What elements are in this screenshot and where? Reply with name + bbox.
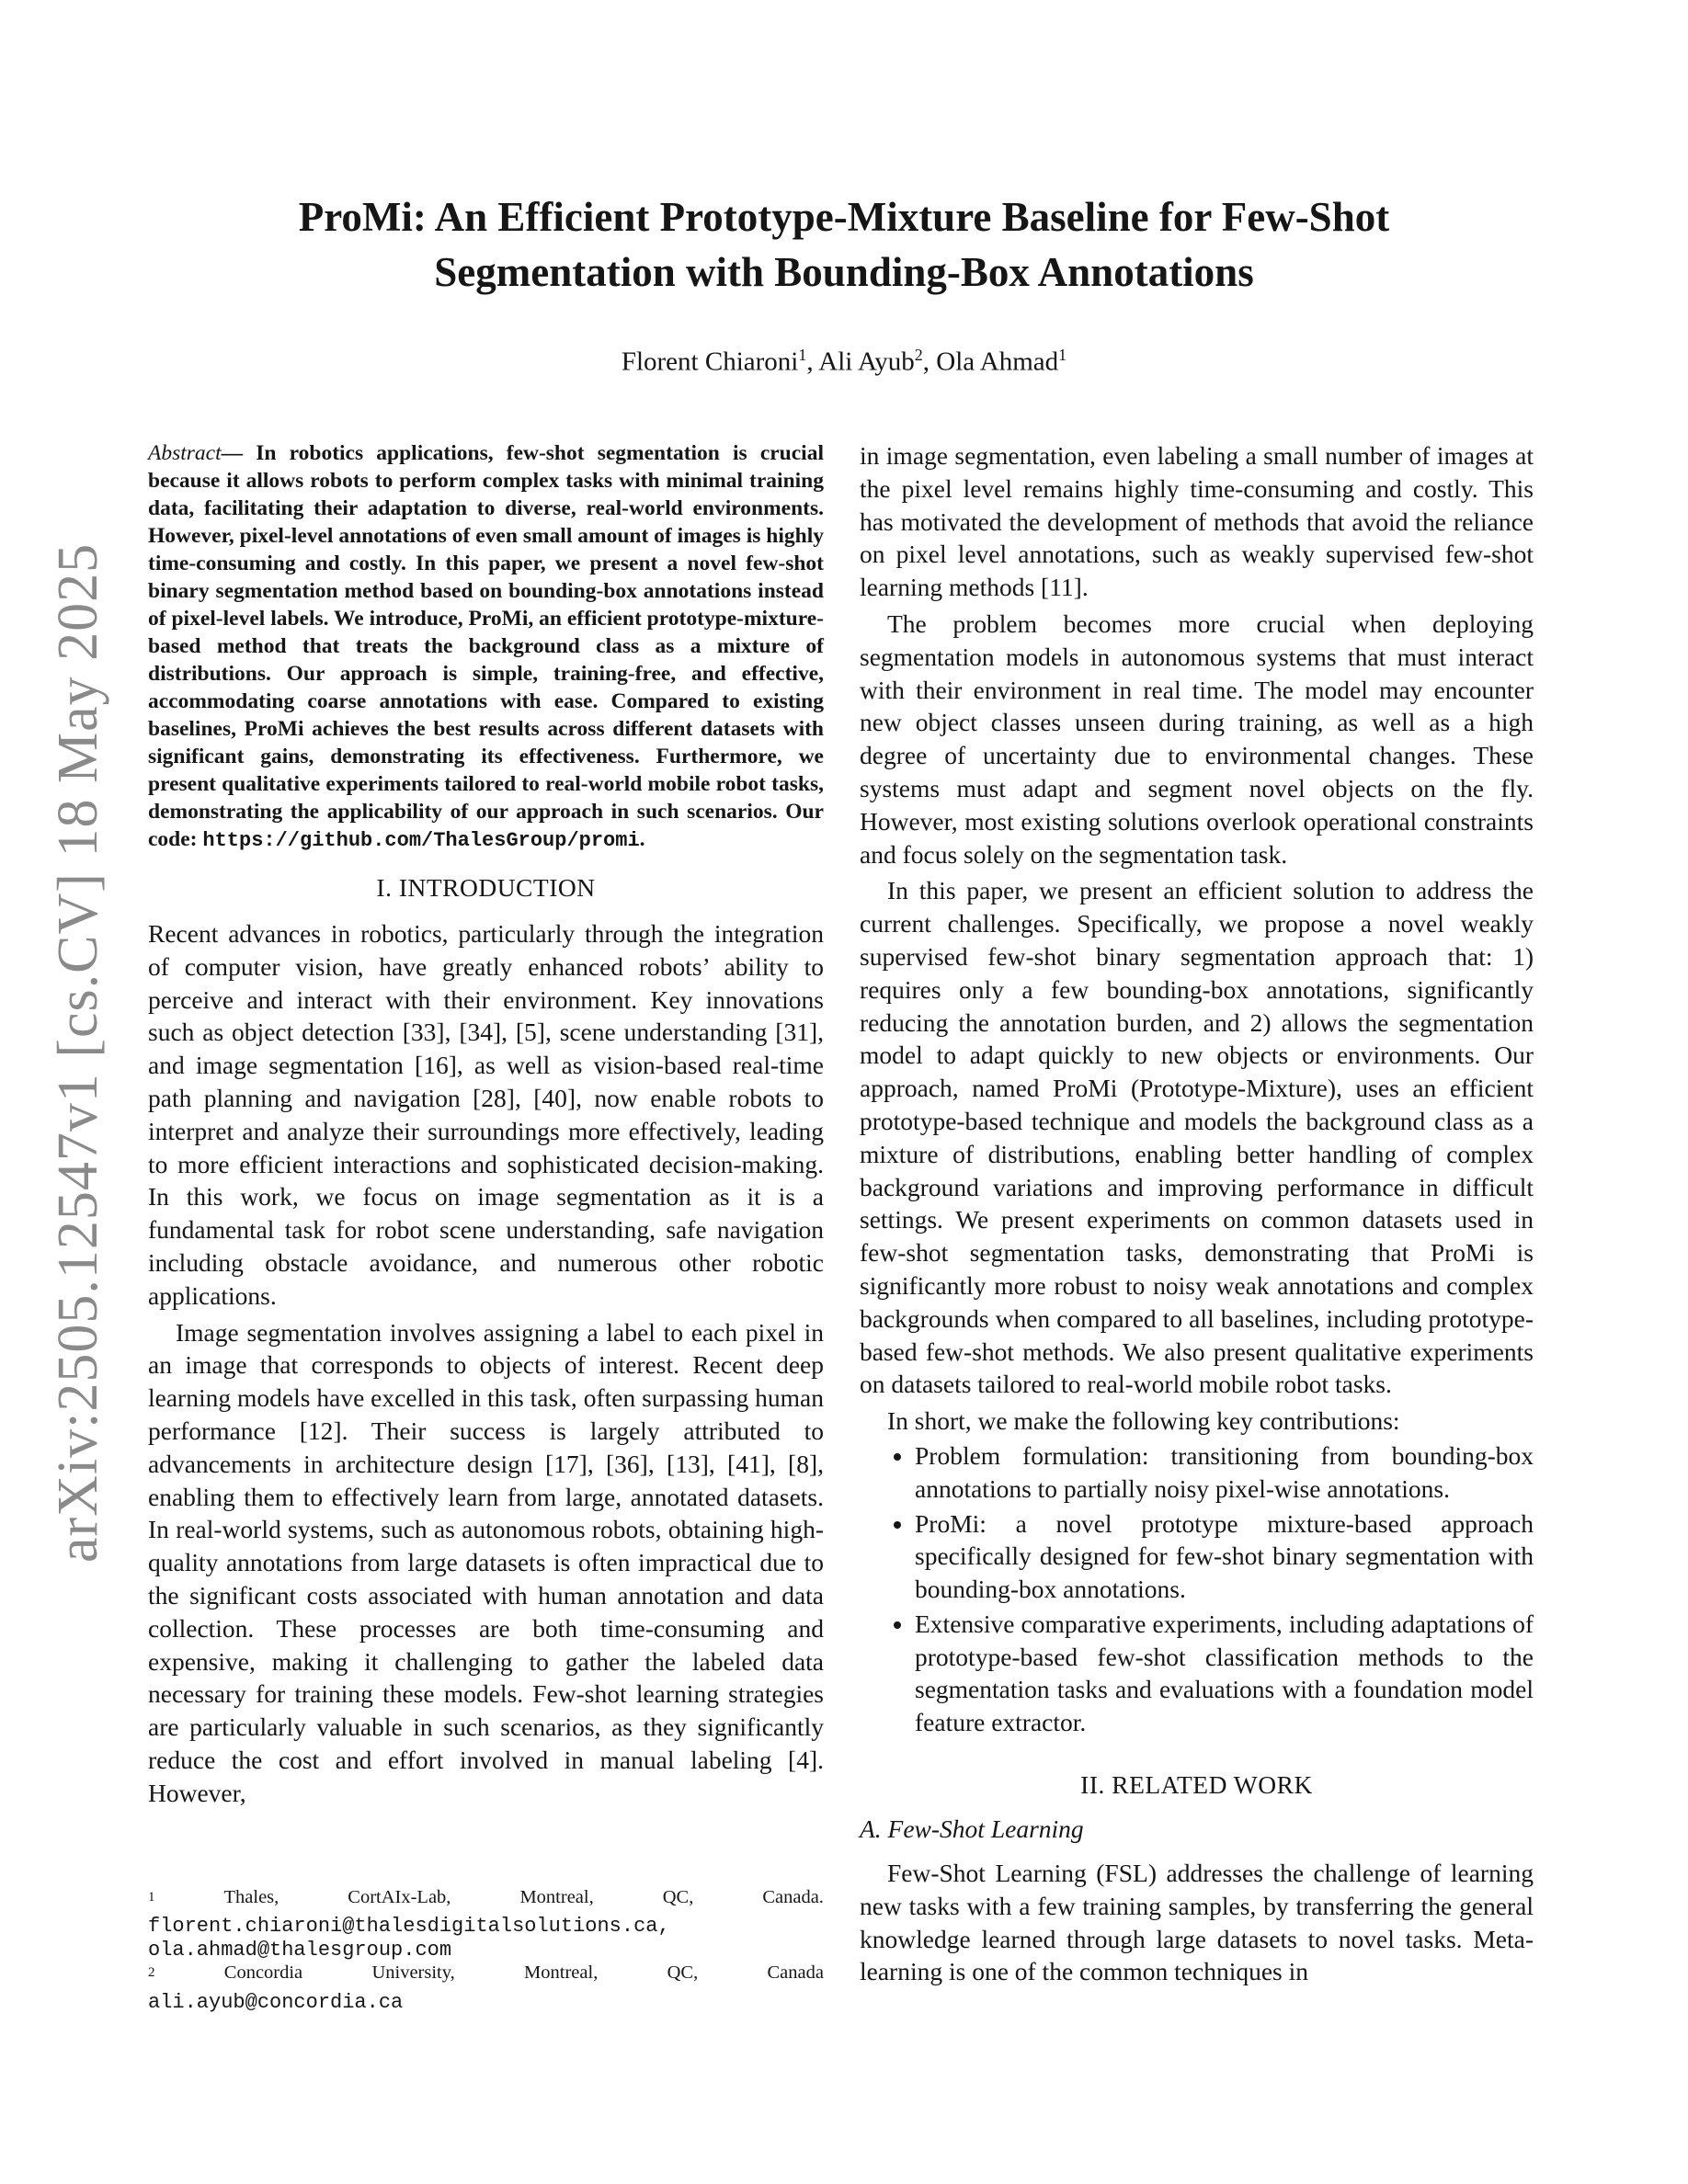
code-link[interactable]: https://github.com/ThalesGroup/promi bbox=[202, 829, 640, 852]
intro-paragraph-3: The problem becomes more crucial when deploying segmentation models in autonomous systems that must interact with their environment in real time. The model may encounter new object classes unseen during training, as well as a high degree of uncertainty due to environmental changes. These systems must adapt and segment novel objects on the fly. However, most existing solutions overlook operational constraints and focus solely on the segmentation task. bbox=[860, 609, 1534, 869]
author-2: Ali Ayub bbox=[818, 347, 915, 377]
list-item: • Extensive comparative experiments, including adaptations of prototype-based few-shot classification methods to the segmentation tasks and evaluations with a foundation model feature extractor. bbox=[915, 1608, 1534, 1739]
author-1-affil: 1 bbox=[798, 346, 807, 364]
footnote-2-word: Montreal, bbox=[524, 1962, 599, 1984]
abstract-text: In robotics applications, few-shot segmentation is crucial because it allows robots to perform complex tasks with minimal training data, facilitating their adaptation to diverse, real-world environments. However, pixel-level annotations of even small amount of images is highly time-consuming and costly. In this paper, we present a novel few-shot binary segmentation method based on bounding-box annotations instead of pixel-level labels. We introduce, ProMi, an efficient prototype-mixture-based method that treats the background class as a mixture of distributions. Our approach is simple, training-free, and effective, accommodating coarse annotations with ease. Compared to existing baselines, ProMi achieves the best results across different datasets with significant gains, demonstrating its effectiveness. Furthermore, we present qualitative experiments tailored to real-world mobile robot tasks, demonstrating the applicability of our approach in such scenarios. Our code: bbox=[148, 441, 824, 851]
footnotes bbox=[148, 1886, 824, 2014]
paper-title bbox=[147, 189, 1541, 300]
abstract-dash: — bbox=[221, 441, 244, 465]
footnote-1-marker: 1 bbox=[148, 1890, 155, 1905]
title-line-2: Segmentation with Bounding-Box Annotations bbox=[434, 249, 1254, 295]
abstract-end: . bbox=[639, 827, 645, 851]
author-3-affil: 1 bbox=[1058, 346, 1067, 364]
abstract bbox=[148, 439, 824, 855]
intro-paragraph-2: Image segmentation involves assigning a label to each pixel in an image that corresponds to objects of interest. Recent deep learning models have excelled in this task, often surpassing human performance [12]. Their success is largely attributed to advancements in architecture design [17], [36], [13], [41], [8], enabling them to effectively learn from large, annotated datasets. In real-world systems, such as autonomous robots, obtaining high-quality annotations from large datasets is often impractical due to the significant costs associated with human annotation and data collection. These processes are both time-consuming and expensive, making it challenging to gather the labeled data necessary for training these models. Few-shot learning strategies are particularly valuable in such scenarios, as they significantly reduce the cost and effort involved in manual labeling [4]. However, bbox=[148, 1317, 824, 1807]
intro-paragraph-1: Recent advances in robotics, particularly through the integration of computer vision, have greatly enhanced robots’ ability to perceive and interact with their environment. Key innovations such as object detection [33], [34], [5], scene understanding [31], and image segmentation [16], as well as vision-based real-time path planning and navigation [28], [40], now enable robots to interpret and analyze their surroundings more effectively, leading to more efficient interactions and sophisticated decision-making. In this work, we focus on image segmentation as it is a fundamental task for robot scene understanding, safe navigation including obstacle avoidance, and numerous other robotic applications. bbox=[148, 919, 824, 1310]
footnote-1-word: QC, bbox=[662, 1887, 694, 1907]
footnote-2-word: Concordia bbox=[223, 1962, 303, 1984]
footnote-1-word: Thales, bbox=[223, 1887, 279, 1907]
author-separator: , bbox=[922, 347, 937, 377]
footnote-1-affiliation bbox=[148, 1886, 824, 1915]
footnote-1-word: CortAIx-Lab, bbox=[348, 1887, 451, 1907]
footnote-1-email-1[interactable]: florent.chiaroni@thalesdigitalsolutions.ca, bbox=[148, 1915, 670, 1939]
intro-paragraph-4: In this paper, we present an efficient solution to address the current challenges. Specifically, we propose a novel weakly supervised few-shot binary segmentation approach that: 1) requires only a few bounding-box annotations, significantly reducing the annotation burden, and 2) allows the segmentation model to adapt quickly to new objects or environments. Our approach, named ProMi (Prototype-Mixture), uses an efficient prototype-based technique and models the background class as a mixture of distributions, enabling better handling of complex background variations and improving performance in difficult settings. We present experiments on common datasets used in few-shot segmentation tasks, demonstrating that ProMi is significantly more robust to noisy weak annotations and complex backgrounds when compared to all baselines, including prototype-based few-shot methods. We also present qualitative experiments on datasets tailored to real-world mobile robot tasks. bbox=[860, 876, 1534, 1399]
intro-paragraph-5: In short, we make the following key contributions: bbox=[887, 1406, 1400, 1436]
footnote-2-email[interactable]: ali.ayub@concordia.ca bbox=[148, 1990, 404, 2014]
intro-paragraph-2-continued: in image segmentation, even labeling a small number of images at the pixel level remains highly time-consuming and costly. This has motivated the development of methods that avoid the reliance on pixel level annotations, such as weakly supervised few-shot learning methods [11]. bbox=[860, 441, 1534, 602]
contributions-list bbox=[860, 1439, 1534, 1739]
left-column bbox=[148, 439, 824, 1810]
footnote-2-word: Canada bbox=[767, 1962, 824, 1984]
author-1: Florent Chiaroni bbox=[621, 347, 799, 377]
section-heading-related-work: II. RELATED WORK bbox=[1080, 1770, 1313, 1800]
subsection-heading-few-shot-learning: A. Few-Shot Learning bbox=[860, 1814, 1084, 1844]
footnote-1-email-2[interactable]: ola.ahmad@thalesgroup.com bbox=[148, 1938, 452, 1962]
right-column bbox=[860, 439, 1534, 1988]
author-3: Ola Ahmad bbox=[936, 347, 1059, 377]
footnote-1 bbox=[148, 1886, 824, 1962]
list-item: • ProMi: a novel prototype mixture-based approach specifically designed for few-shot binary segmentation with bounding-box annotations. bbox=[915, 1507, 1534, 1606]
author-separator: , bbox=[806, 347, 819, 377]
author-2-affil: 2 bbox=[914, 346, 923, 364]
footnote-2-affiliation bbox=[148, 1962, 824, 1990]
footnote-2-word: QC, bbox=[667, 1962, 699, 1984]
fsl-paragraph-1: Few-Shot Learning (FSL) addresses the challenge of learning new tasks with a few training samples, by transferring the general knowledge learned through large datasets to novel tasks. Meta-learning is one of the common techniques in bbox=[860, 1859, 1534, 1986]
section-heading-introduction: I. INTRODUCTION bbox=[376, 873, 596, 902]
list-item: • Problem formulation: transitioning from bounding-box annotations to partially noisy pixel-wise annotations. bbox=[915, 1439, 1534, 1506]
footnote-2 bbox=[148, 1962, 824, 2014]
arxiv-stamp: arXiv:2505.12547v1 [cs.CV] 18 May 2025 bbox=[47, 542, 109, 1563]
footnote-2-word: University, bbox=[371, 1962, 455, 1984]
footnote-1-word: Canada. bbox=[762, 1887, 824, 1907]
author-list bbox=[147, 346, 1541, 378]
title-line-1: ProMi: An Efficient Prototype-Mixture Baseline for Few-Shot bbox=[298, 194, 1390, 240]
footnote-1-word: Montreal, bbox=[519, 1887, 594, 1907]
footnote-2-marker: 2 bbox=[148, 1965, 155, 1981]
abstract-label: Abstract bbox=[148, 441, 222, 465]
